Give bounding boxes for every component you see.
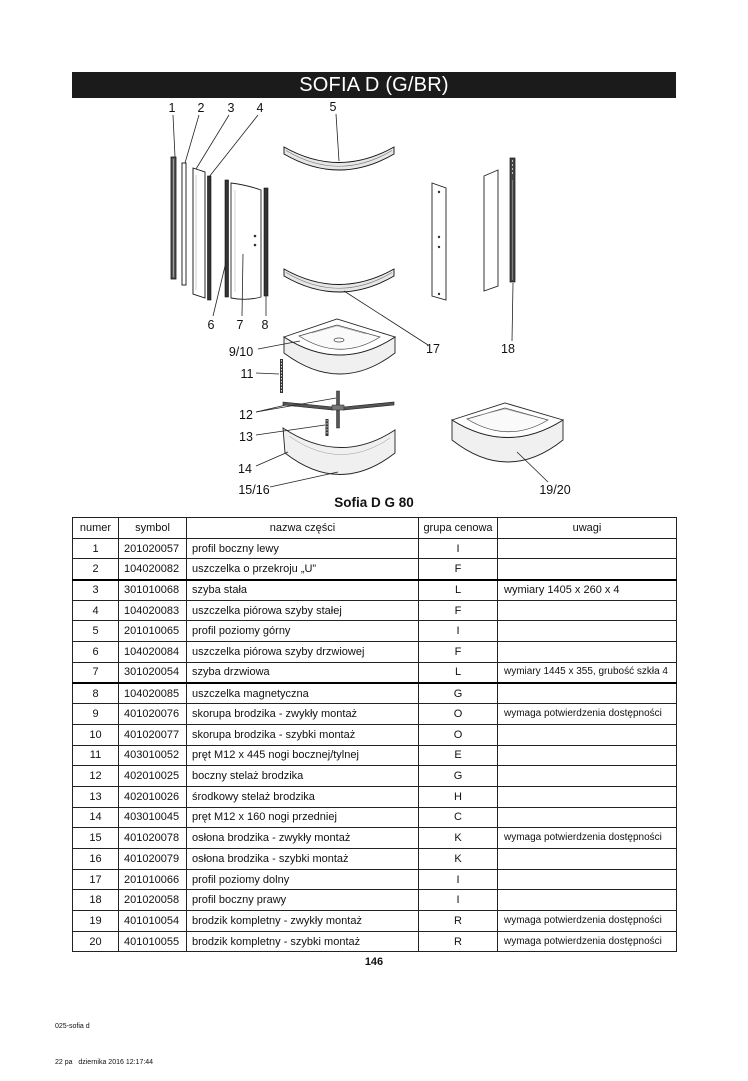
callout-13: 13 — [239, 430, 253, 444]
cell-symbol: 104020083 — [119, 600, 187, 621]
parts-table-body — [73, 538, 677, 952]
table-row — [73, 911, 677, 932]
cell-part-name: uszczelka o przekroju „U” — [187, 559, 419, 580]
cell-symbol: 401020077 — [119, 724, 187, 745]
leader-line — [256, 398, 336, 412]
leader-line — [209, 115, 258, 177]
cell-symbol: 201010066 — [119, 869, 187, 890]
column-header-price-group: grupa cenowa — [419, 518, 498, 539]
cell-number: 10 — [73, 724, 119, 745]
column-header-notes: uwagi — [498, 518, 677, 539]
cell-part-name: uszczelka piórowa szyby drzwiowej — [187, 642, 419, 663]
cell-symbol: 201020057 — [119, 538, 187, 559]
cell-number: 15 — [73, 828, 119, 849]
part-3-fixed-glass — [193, 168, 205, 298]
cell-part-name: profil poziomy górny — [187, 621, 419, 642]
cell-part-name: pręt M12 x 445 nogi bocznej/tylnej — [187, 745, 419, 766]
cell-notes: wymaga potwierdzenia dostępności — [498, 931, 677, 952]
callout-4: 4 — [256, 101, 264, 115]
table-row — [73, 931, 677, 952]
leader-line — [196, 115, 229, 169]
cell-notes — [498, 869, 677, 890]
cell-price-group: I — [419, 538, 498, 559]
table-row — [73, 869, 677, 890]
callout-15-16: 15/16 — [238, 483, 270, 497]
cell-part-name: boczny stelaż brodzika — [187, 766, 419, 787]
cell-notes — [498, 559, 677, 580]
cell-symbol: 403010045 — [119, 807, 187, 828]
cell-symbol: 104020084 — [119, 642, 187, 663]
part-19-20-complete-tray — [452, 403, 563, 462]
mounting-hole — [438, 246, 440, 248]
table-row — [73, 704, 677, 725]
cell-price-group: F — [419, 642, 498, 663]
cell-part-name: profil poziomy dolny — [187, 869, 419, 890]
part-14-front-leg-rod — [326, 419, 329, 436]
cell-part-name: brodzik kompletny - zwykły montaż — [187, 911, 419, 932]
cell-number: 13 — [73, 786, 119, 807]
table-header — [73, 518, 677, 539]
cell-notes: wymaga potwierdzenia dostępności — [498, 911, 677, 932]
mounting-hole — [438, 191, 440, 193]
callout-3: 3 — [227, 101, 235, 115]
cell-number: 1 — [73, 538, 119, 559]
part-8-magnetic-seal — [264, 188, 268, 296]
callout-14: 14 — [238, 462, 252, 476]
mounting-hole — [438, 293, 440, 295]
callout-11: 11 — [240, 367, 254, 381]
cell-number: 6 — [73, 642, 119, 663]
cell-notes — [498, 745, 677, 766]
cell-price-group: I — [419, 621, 498, 642]
cell-notes: wymaga potwierdzenia dostępności — [498, 704, 677, 725]
cell-part-name: pręt M12 x 160 nogi przedniej — [187, 807, 419, 828]
cell-number: 3 — [73, 580, 119, 601]
part-2-u-seal — [182, 163, 186, 285]
table-row — [73, 786, 677, 807]
cell-symbol: 104020082 — [119, 559, 187, 580]
footer — [55, 997, 153, 1081]
table-row — [73, 600, 677, 621]
part-15-16-tray-apron — [283, 428, 395, 475]
cell-notes — [498, 766, 677, 787]
column-header-symbol: symbol — [119, 518, 187, 539]
cell-part-name: profil boczny lewy — [187, 538, 419, 559]
leader-line — [213, 262, 226, 316]
table-row — [73, 766, 677, 787]
table-row — [73, 828, 677, 849]
leader-line — [185, 115, 199, 163]
part-11-threaded-rod — [280, 359, 283, 393]
callout-6: 6 — [207, 318, 215, 332]
cell-notes — [498, 621, 677, 642]
leader-line — [512, 283, 513, 341]
cell-part-name: skorupa brodzika - zwykły montaż — [187, 704, 419, 725]
cell-number: 8 — [73, 683, 119, 704]
cell-number: 2 — [73, 559, 119, 580]
cell-symbol: 403010052 — [119, 745, 187, 766]
cell-price-group: G — [419, 766, 498, 787]
cell-number: 4 — [73, 600, 119, 621]
leader-line — [336, 114, 339, 161]
callout-8: 8 — [261, 318, 269, 332]
cell-part-name: brodzik kompletny - szybki montaż — [187, 931, 419, 952]
callout-1: 1 — [168, 101, 176, 115]
cell-price-group: L — [419, 662, 498, 683]
callout-18: 18 — [501, 342, 515, 356]
right-fixed-glass — [432, 183, 446, 300]
table-row — [73, 683, 677, 704]
cell-symbol: 401020079 — [119, 849, 187, 870]
table-row — [73, 849, 677, 870]
table-row — [73, 662, 677, 683]
cell-notes — [498, 642, 677, 663]
cell-price-group: L — [419, 580, 498, 601]
cell-price-group: O — [419, 704, 498, 725]
footer-file-name: 025-sofia d — [55, 1023, 90, 1030]
cell-notes — [498, 724, 677, 745]
cell-price-group: I — [419, 869, 498, 890]
cell-number: 17 — [73, 869, 119, 890]
cell-part-name: osłona brodzika - zwykły montaż — [187, 828, 419, 849]
cell-price-group: O — [419, 724, 498, 745]
part-18-side-profile-right — [510, 158, 515, 282]
diagram-caption: Sofia D G 80 — [334, 495, 414, 510]
callout-12: 12 — [239, 408, 253, 422]
callout-7: 7 — [236, 318, 244, 332]
cell-price-group: R — [419, 931, 498, 952]
cell-notes — [498, 890, 677, 911]
cell-symbol: 402010025 — [119, 766, 187, 787]
parts-table — [72, 517, 677, 952]
cell-part-name: profil boczny prawy — [187, 890, 419, 911]
cell-part-name: osłona brodzika - szybki montaż — [187, 849, 419, 870]
cell-symbol: 301010068 — [119, 580, 187, 601]
page-number: 146 — [364, 956, 384, 968]
table-row — [73, 621, 677, 642]
cell-symbol: 401020076 — [119, 704, 187, 725]
cell-number: 7 — [73, 662, 119, 683]
cell-number: 14 — [73, 807, 119, 828]
part-13-center-frame — [332, 391, 344, 428]
leader-line — [256, 452, 288, 466]
cell-notes — [498, 600, 677, 621]
cell-part-name: uszczelka piórowa szyby stałej — [187, 600, 419, 621]
cell-symbol: 401020078 — [119, 828, 187, 849]
cell-number: 5 — [73, 621, 119, 642]
callout-19-20: 19/20 — [539, 483, 571, 497]
cell-number: 11 — [73, 745, 119, 766]
table-row — [73, 538, 677, 559]
cell-notes: wymaga potwierdzenia dostępności — [498, 828, 677, 849]
cell-number: 20 — [73, 931, 119, 952]
callout-17: 17 — [426, 342, 440, 356]
part-17-bottom-profile — [284, 269, 394, 292]
table-row — [73, 642, 677, 663]
cell-price-group: H — [419, 786, 498, 807]
cell-number: 18 — [73, 890, 119, 911]
exploded-parts-diagram — [0, 0, 748, 500]
cell-number: 16 — [73, 849, 119, 870]
cell-part-name: środkowy stelaż brodzika — [187, 786, 419, 807]
callout-9-10: 9/10 — [228, 345, 254, 359]
callout-5: 5 — [329, 100, 337, 114]
cell-notes: wymiary 1445 x 355, grubość szkła 4 — [498, 662, 677, 683]
table-row — [73, 580, 677, 601]
handle-hole — [254, 244, 257, 247]
cell-notes — [498, 849, 677, 870]
column-header-number: numer — [73, 518, 119, 539]
cell-part-name: uszczelka magnetyczna — [187, 683, 419, 704]
cell-part-name: skorupa brodzika - szybki montaż — [187, 724, 419, 745]
table-row — [73, 724, 677, 745]
mounting-hole — [438, 236, 440, 238]
cell-part-name: szyba drzwiowa — [187, 662, 419, 683]
cell-number: 19 — [73, 911, 119, 932]
cell-symbol: 401010054 — [119, 911, 187, 932]
cell-price-group: E — [419, 745, 498, 766]
cell-symbol: 401010055 — [119, 931, 187, 952]
cell-part-name: szyba stała — [187, 580, 419, 601]
table-row — [73, 559, 677, 580]
cell-symbol: 201010065 — [119, 621, 187, 642]
cell-notes — [498, 538, 677, 559]
cell-price-group: F — [419, 559, 498, 580]
cell-price-group: G — [419, 683, 498, 704]
table-row — [73, 807, 677, 828]
part-7-door-glass — [231, 183, 261, 299]
cell-price-group: I — [419, 890, 498, 911]
cell-notes — [498, 683, 677, 704]
cell-price-group: K — [419, 828, 498, 849]
cell-notes — [498, 786, 677, 807]
cell-notes — [498, 807, 677, 828]
part-1-side-profile-left — [171, 157, 176, 279]
leader-line — [270, 472, 338, 487]
cell-symbol: 201020058 — [119, 890, 187, 911]
part-6-door-glass-seal — [225, 180, 229, 297]
part-9-10-tray-shell — [284, 319, 395, 374]
right-glass-seal — [484, 170, 498, 291]
cell-price-group: R — [419, 911, 498, 932]
table-header-row — [73, 518, 677, 539]
cell-number: 12 — [73, 766, 119, 787]
callout-2: 2 — [197, 101, 205, 115]
table-row — [73, 890, 677, 911]
cell-symbol: 104020085 — [119, 683, 187, 704]
page-title: SOFIA D (G/BR) — [72, 72, 676, 98]
leader-line — [173, 115, 175, 157]
footer-timestamp: 22 pa dziernika 2016 12:17:44 — [55, 1059, 154, 1066]
cell-price-group: C — [419, 807, 498, 828]
table-row — [73, 745, 677, 766]
column-header-part-name: nazwa części — [187, 518, 419, 539]
part-4-fixed-glass-seal — [208, 176, 212, 300]
cell-price-group: F — [419, 600, 498, 621]
cell-symbol: 301020054 — [119, 662, 187, 683]
cell-price-group: K — [419, 849, 498, 870]
cell-symbol: 402010026 — [119, 786, 187, 807]
cell-number: 9 — [73, 704, 119, 725]
handle-hole — [254, 235, 257, 238]
cell-notes: wymiary 1405 x 260 x 4 — [498, 580, 677, 601]
leader-line — [256, 373, 279, 374]
